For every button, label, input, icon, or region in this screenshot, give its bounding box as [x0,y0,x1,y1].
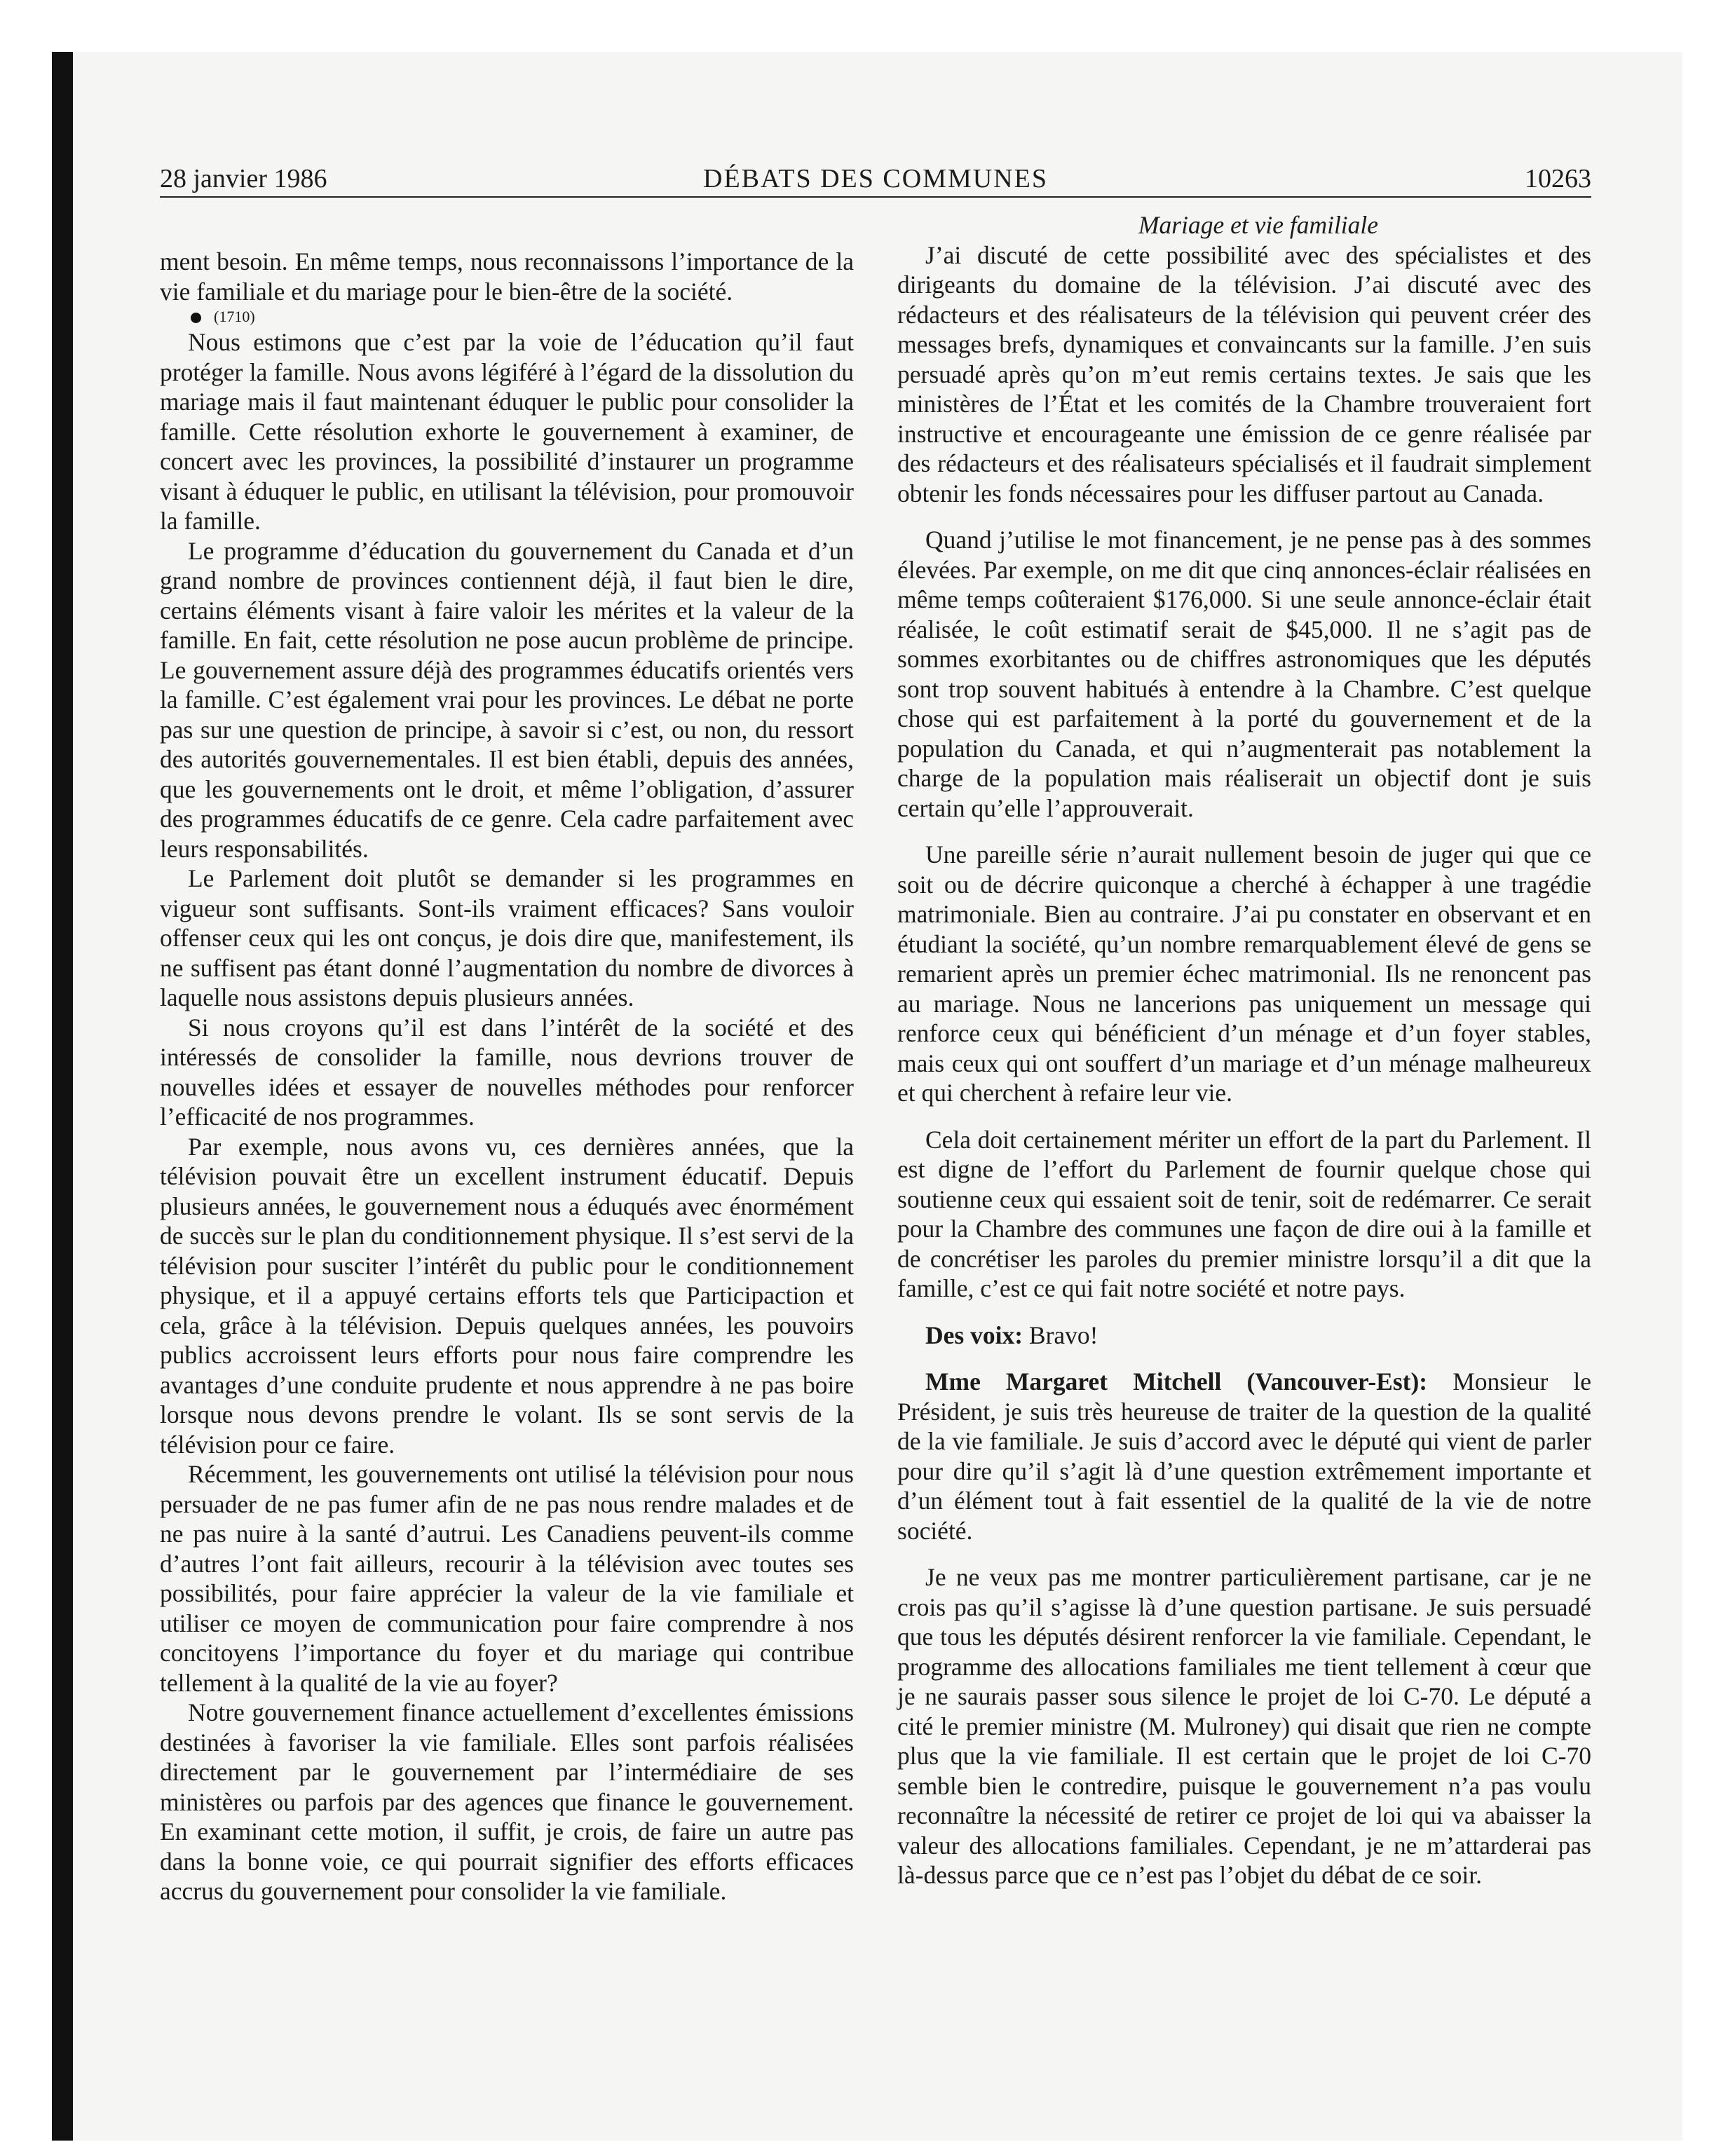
paragraph: Je ne veux pas me montrer particulièrement partisane, car je ne crois pas qu’il s’agisse là d’une question partisane. Je suis persuadé que tous les députés désirent renforcer la vie familiale. Cependant, le programme des allocations familiales me tient tellement à cœur que je ne saurais passer sous silence le projet de loi C-70. Le député a cité le premier ministre (M. Mulroney) qui disait que rien ne compte plus que la vie familiale. Il est certain que le projet de loi C-70 semble bien le contredire, puisque le gouvernement n’a pas voulu reconnaître la nécessité de retirer ce projet de loi qui va abaisser la valeur des allocations familiales. Cependant, je ne m’attarderai pas là-dessus parce que ce n’est pas l’objet du débat de ce soir. [897,1563,1591,1889]
bullet-icon [191,313,201,323]
paragraph: Récemment, les gouvernements ont utilisé la télévision pour nous persuader de ne pas fumer afin de ne pas nous rendre malades et de ne pas nuire à la santé d’autrui. Les Canadiens peuvent-ils comme d’autres l’ont fait ailleurs, recourir à la télévision avec toutes ses possibilités, pour faire apprécier la valeur de la vie familiale et utiliser ce moyen de communication pour faire comprendre à nos concitoyens l’importance du foyer et du mariage qui contribue tellement à la qualité de la vie au foyer? [160,1460,854,1697]
speaker-name: Des voix: [925,1321,1023,1349]
header-page-number: 10263 [1525,164,1591,193]
paragraph: Quand j’utilise le mot financement, je ne pense pas à des sommes élevées. Par exemple, on me dit que cinq annonces-éclair réalisées en même temps coûteraient $176,000. Si une seule annonce-éclair était réalisée, le coût estimatif serait de $45,000. Il ne s’agit pas de sommes exorbitantes ou de chiffres astronomiques que les députés sont trop souvent habitués à entendre à la Chambre. C’est quelque chose qui est parfaitement à la porté du gouvernement et de la population du Canada, et qui n’augmenterait pas notablement la charge de la population mais réaliserait un objectif dont je suis certain qu’elle l’approuverait. [897,526,1591,822]
header-date: 28 janvier 1986 [160,164,327,193]
paragraph: Une pareille série n’aurait nullement besoin de juger qui que ce soit ou de décrire quiconque a cherché à échapper à une tragédie matrimoniale. Bien au contraire. J’ai pu constater en observant et en étudiant la société, qu’un nombre remarquablement élevé de gens se remarient après un premier échec matrimonial. Ils ne renoncent pas au mariage. Nous ne lancerions pas uniquement un message qui renforce ceux qui bénéficient d’un ménage et d’un foyer stables, mais ceux qui ont souffert d’un mariage et d’un ménage malheureux et qui cherchent à refaire leur vie. [897,840,1591,1107]
header-rule [160,196,1591,198]
header-title: DÉBATS DES COMMUNES [703,164,1048,193]
page-header [160,158,1591,194]
paragraph: J’ai discuté de cette possibilité avec des spécialistes et des dirigeants du domaine de la télévision. J’ai discuté avec des rédacteurs et des réalisateurs de la télévision qui peuvent créer des messages brefs, dynamiques et convaincants sur la famille. J’en suis persuadé après qu’on m’eut remis certains textes. Je sais que les ministères de l’État et les comités de la Chambre trouveraient fort instructive et encourageante une émission de ce genre réalisée par des rédacteurs et des réalisateurs spécialisés et il faudrait simplement obtenir les fonds nécessaires pour les diffuser partout au Canada. [897,240,1591,507]
right-column [897,210,1591,1890]
speech-text: Monsieur le Président, je suis très heureuse de traiter de la question de la qualité de la vie familiale. Je suis d’accord avec le député qui vient de parler pour dire qu’il s’agit là d’une question extrêmement importante et d’un élément tout à fait essentiel de la qualité de la vie de notre société. [897,1367,1592,1545]
paragraph: Le Parlement doit plutôt se demander si les programmes en vigueur sont suffisants. Sont-ils vraiment efficaces? Sans vouloir offenser ceux qui les ont conçus, je dois dire que, manifestement, ils ne suffisent pas étant donné l’augmentation du nombre de divorces à laquelle nous assistons depuis plusieurs années. [160,864,854,1011]
left-column [160,247,854,1906]
timestamp-text: (1710) [214,308,255,325]
section-rubric: Mariage et vie familiale [1138,211,1379,239]
speech-interjection [897,1321,1591,1351]
timestamp [160,306,854,327]
paragraph: ment besoin. En même temps, nous reconnaissons l’importance de la vie familiale et du mariage pour le bien-être de la société. [160,247,854,306]
paragraph: Si nous croyons qu’il est dans l’intérêt de la société et des intéressés de consolider la famille, nous devrions trouver de nouvelles idées et essayer de nouvelles méthodes pour renforcer l’efficacité de nos programmes. [160,1013,854,1131]
paragraph: Nous estimons que c’est par la voie de l’éducation qu’il faut protéger la famille. Nous avons légiféré à l’égard de la dissolution du mariage mais il faut maintenant éduquer le public pour consolider la famille. Cette résolution exhorte le gouvernement à examiner, de concert avec les provinces, la possibilité d’instaurer un programme visant à éduquer le public, en utilisant la télévision, pour promouvoir la famille. [160,328,854,535]
paragraph: Par exemple, nous avons vu, ces dernières années, que la télévision pouvait être un excellent instrument éducatif. Depuis plusieurs années, le gouvernement nous a éduqués avec énormément de succès sur le plan du conditionnement physique. Il s’est servi de la télévision pour susciter l’intérêt du public pour le conditionnement physique, et il a appuyé certains efforts tels que Participaction et cela, grâce à la télévision. Depuis quelques années, les pouvoirs publics accroissent leurs efforts pour nous faire comprendre les avantages d’une conduite prudente et nous apprendre à ne pas boire lorsque nous devons prendre le volant. Ils se sont servis de la télévision pour ce faire. [160,1132,854,1459]
paragraph: Notre gouvernement finance actuellement d’excellentes émissions destinées à favoriser la vie familiale. Elles sont parfois réalisées directement par le gouvernement par l’intermédiaire de ses ministères ou parfois par des agences que finance le gouvernement. En examinant cette motion, il suffit, je crois, de faire un autre pas dans la bonne voie, ce qui pourrait signifier des efforts efficaces accrus du gouvernement pour consolider la vie familiale. [160,1698,854,1905]
speech-text: Bravo! [1028,1321,1098,1349]
speaker-name: Mme Margaret Mitchell (Vancouver-Est): [925,1367,1428,1396]
paragraph: Cela doit certainement mériter un effort de la part du Parlement. Il est digne de l’effort du Parlement de fournir quelque chose qui soutienne ceux qui essaient soit de tenir, soit de redémarrer. Ce serait pour la Chambre des communes une façon de dire oui à la famille et de concrétiser les paroles du premier ministre lorsqu’il a dit que la famille, c’est ce qui fait notre société et notre pays. [897,1125,1591,1302]
speech [897,1367,1591,1546]
scan-edge-bar [52,52,73,2141]
paragraph: Le programme d’éducation du gouvernement du Canada et d’un grand nombre de provinces contiennent déjà, il faut bien le dire, certains éléments visant à faire valoir les mérites et la valeur de la famille. En fait, cette résolution ne pose aucun problème de principe. Le gouvernement assure déjà des programmes éducatifs orientés vers la famille. C’est également vrai pour les provinces. Le débat ne porte pas sur une question de principe, à savoir si c’est, ou non, du ressort des autorités gouvernementales. Il est bien établi, depuis des années, que les gouvernements ont le droit, et même l’obligation, d’assurer des programmes éducatifs de ce genre. Cela cadre parfaitement avec leurs responsabilités. [160,536,854,863]
